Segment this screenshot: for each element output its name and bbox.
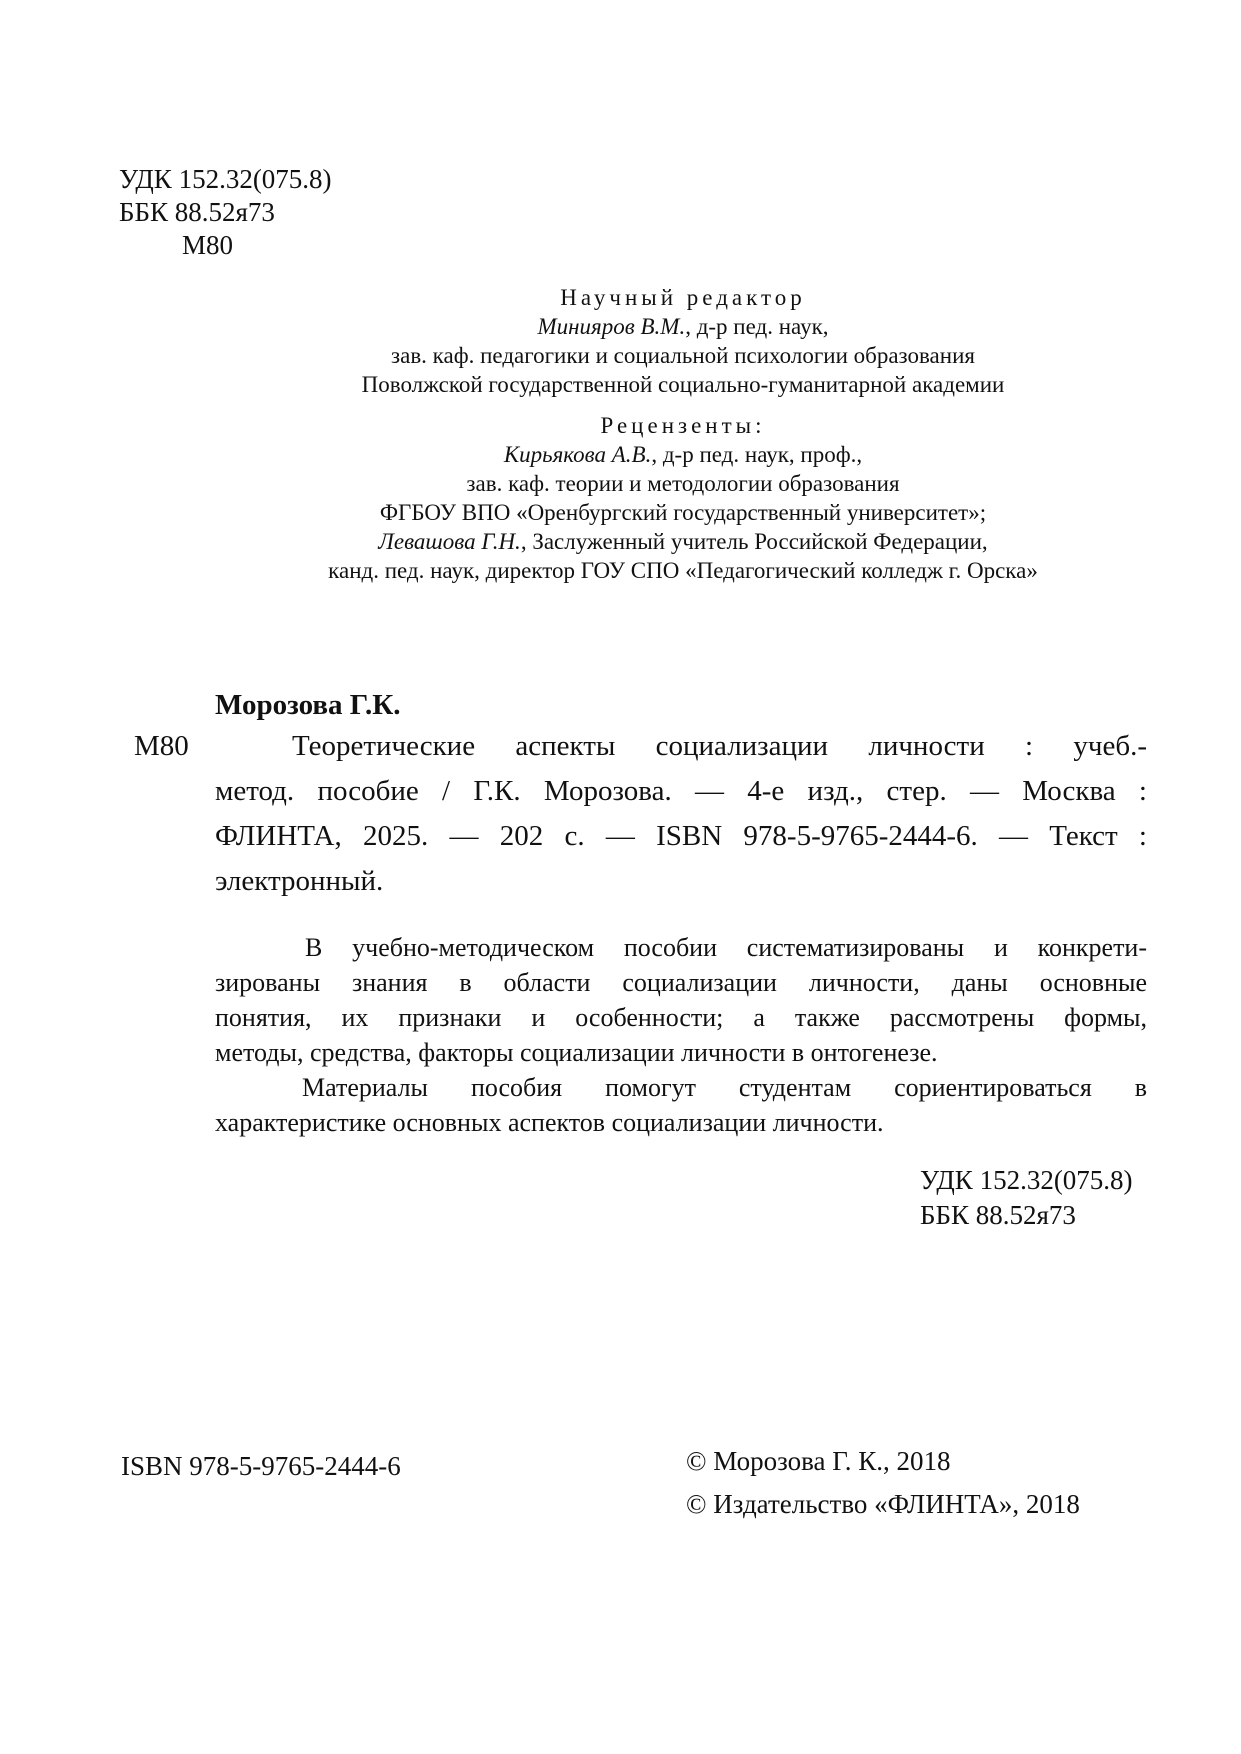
- reviewers-heading: Рецензенты:: [600, 413, 766, 438]
- abstract-p1-line1: В учебно-методическом пособии систематизированы и конкрети-: [305, 933, 1147, 962]
- bib-line-1: Теоретические аспекты социализации личности : учеб.-: [292, 730, 1147, 762]
- reviewer1-line2: зав. каф. теории и методологии образования: [466, 471, 900, 496]
- bib-line-4: электронный.: [215, 865, 384, 897]
- copyright-author: © Морозова Г. К., 2018: [686, 1446, 951, 1476]
- scientific-editor-heading: Научный редактор: [560, 285, 806, 310]
- reviewer2-name: Левашова Г.Н.: [378, 529, 521, 554]
- author-mark: М80: [134, 730, 189, 762]
- book-author: Морозова Г.К.: [215, 689, 401, 721]
- reviewer1-line1: [283, 440, 1083, 469]
- bib-line-2: метод. пособие / Г.К. Морозова. — 4-е изд., стер. — Москва :: [215, 775, 1147, 807]
- scientific-editor-line1: [283, 312, 1083, 341]
- bib-line-3: ФЛИНТА, 2025. — 202 с. — ISBN 978-5-9765-2444-6. — Текст :: [215, 820, 1147, 852]
- udk-code-top: УДК 152.32(075.8): [119, 164, 332, 194]
- reviewer2-line2: канд. пед. наук, директор ГОУ СПО «Педагогический колледж г. Орска»: [328, 558, 1038, 583]
- reviewer1-line3: ФГБОУ ВПО «Оренбургский государственный университет»;: [379, 500, 987, 525]
- abstract-p1-line4: методы, средства, факторы социализации личности в онтогенезе.: [215, 1038, 938, 1067]
- reviewer2-line1: [283, 527, 1083, 556]
- scientific-editor-name: Минияров В.М.: [537, 314, 686, 339]
- reviewer1-degree: , д-р пед. наук, проф.,: [651, 442, 863, 467]
- abstract-p2-line2: характеристике основных аспектов социализации личности.: [215, 1108, 884, 1137]
- reviewer2-title: , Заслуженный учитель Российской Федерации,: [520, 529, 988, 554]
- abstract-p1-line2: зированы знания в области социализации личности, даны основные: [215, 968, 1147, 997]
- author-mark-top: М80: [182, 230, 234, 260]
- abstract-p1-line3: понятия, их признаки и особенности; а также рассмотрены формы,: [215, 1003, 1147, 1032]
- bbk-code-bottom: ББК 88.52я73: [920, 1200, 1076, 1230]
- scientific-editor-line3: Поволжской государственной социально-гуманитарной академии: [361, 372, 1005, 397]
- abstract-p2-line1: Материалы пособия помогут студентам сориентироваться в: [302, 1073, 1147, 1102]
- bbk-code-top: ББК 88.52я73: [119, 197, 275, 227]
- isbn: ISBN 978-5-9765-2444-6: [121, 1451, 401, 1481]
- copyright-publisher: © Издательство «ФЛИНТА», 2018: [686, 1489, 1080, 1519]
- scientific-editor-degree: , д-р пед. наук,: [685, 314, 829, 339]
- reviewer1-name: Кирьякова А.В.: [503, 442, 652, 467]
- udk-code-bottom: УДК 152.32(075.8): [920, 1165, 1133, 1195]
- scientific-editor-line2: зав. каф. педагогики и социальной психологии образования: [391, 343, 975, 368]
